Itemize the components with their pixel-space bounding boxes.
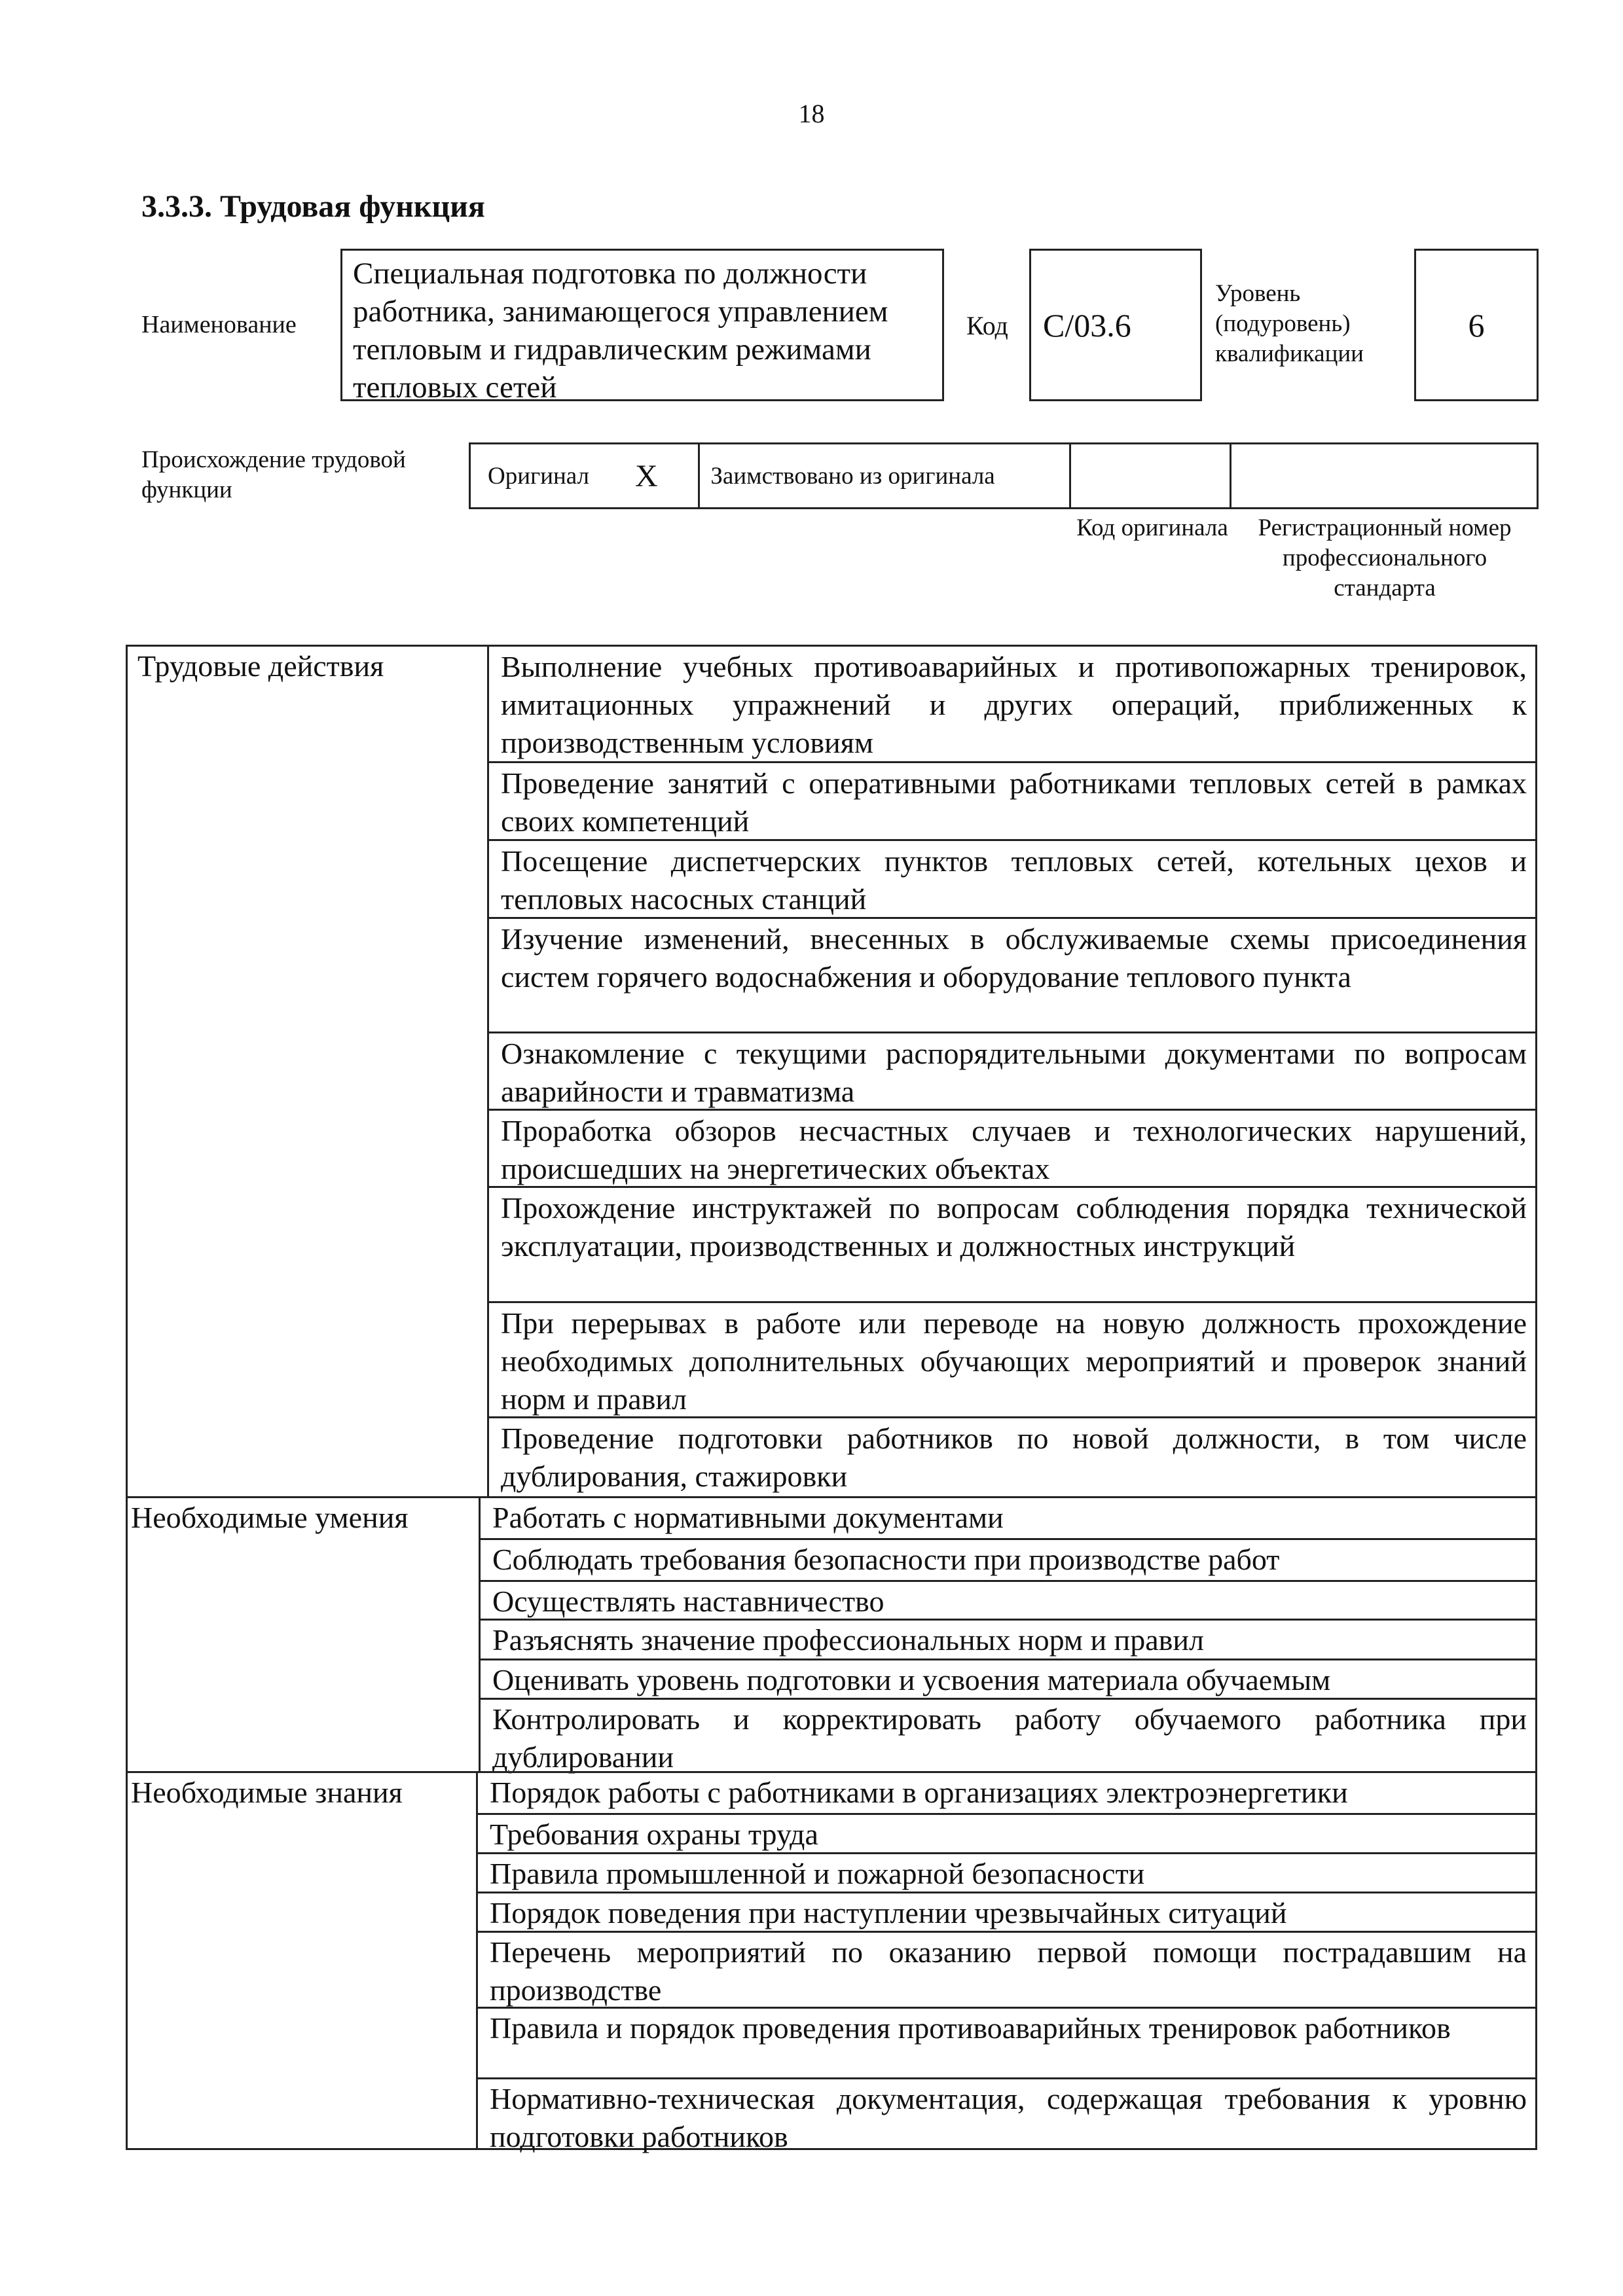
row-divider xyxy=(481,1619,1537,1621)
knowledge-item: Порядок работы с работниками в организациях электроэнергетики xyxy=(490,1776,1348,1809)
row-divider xyxy=(489,1109,1537,1111)
row-divider xyxy=(481,1538,1537,1540)
section-divider xyxy=(126,1496,1537,1498)
work-action-item: Проработка обзоров несчастных случаев и технологических нарушений, происшедших на энергетических объектах xyxy=(501,1114,1527,1185)
row-divider xyxy=(481,1659,1537,1660)
skill-item: Оценивать уровень подготовки и усвоения материала обучаемым xyxy=(492,1663,1331,1696)
origin-original-label: Оригинал xyxy=(488,462,590,490)
row-divider xyxy=(478,1852,1537,1854)
row-divider xyxy=(481,1698,1537,1700)
knowledge-item: Перечень мероприятий по оказанию первой помощи пострадавшим на производстве xyxy=(490,1935,1527,2007)
code-original-caption: Код оригинала xyxy=(1076,514,1228,541)
work-action-item: Посещение диспетчерских пунктов тепловых сетей, котельных цехов и тепловых насосных станций xyxy=(501,844,1527,916)
work-action-item: Проведение занятий с оперативными работниками тепловых сетей в рамках своих компетенций xyxy=(501,766,1527,838)
work-action-item: Выполнение учебных противоаварийных и противопожарных тренировок, имитационных упражнений и других операций, приближенных к производственным условиям xyxy=(501,650,1527,759)
row-divider xyxy=(489,917,1537,919)
row-divider xyxy=(478,1892,1537,1893)
origin-original-cell xyxy=(471,444,700,507)
knowledge-item: Нормативно-техническая документация, содержащая требования к уровню подготовки работников xyxy=(490,2082,1527,2153)
qualification-level-label: Уровень (подуровень) квалификации xyxy=(1215,280,1364,367)
skill-item: Контролировать и корректировать работу обучаемого работника при дублировании xyxy=(492,1702,1527,1774)
reg-number-caption: Регистрационный номер профессионального стандарта xyxy=(1258,514,1512,601)
knowledge-item: Порядок поведения при наступлении чрезвычайных ситуаций xyxy=(490,1896,1287,1929)
row-divider xyxy=(489,839,1537,841)
row-divider xyxy=(481,1580,1537,1582)
origin-label: Происхождение трудовой функции xyxy=(141,446,406,503)
skill-item: Осуществлять наставничество xyxy=(492,1585,884,1618)
knowledge-item: Правила промышленной и пожарной безопасности xyxy=(490,1857,1145,1890)
skill-item: Соблюдать требования безопасности при производстве работ xyxy=(492,1543,1280,1576)
qualification-level-box: 6 xyxy=(1414,249,1539,401)
knowledge-item: Требования охраны труда xyxy=(490,1818,818,1851)
section-title: 3.3.3. Трудовая функция xyxy=(141,189,485,224)
row-divider xyxy=(489,1031,1537,1033)
knowledge-item: Правила и порядок проведения противоаварийных тренировок работников xyxy=(490,2011,1451,2045)
work-action-item: Изучение изменений, внесенных в обслуживаемые схемы присоединения систем горячего водоснабжения и оборудование теплового пункта xyxy=(501,922,1527,994)
row-divider xyxy=(478,1813,1537,1815)
row-divider xyxy=(489,1186,1537,1188)
section-label-skills: Необходимые умения xyxy=(131,1501,409,1534)
origin-reg-number-cell xyxy=(1231,444,1537,507)
skill-item: Работать с нормативными документами xyxy=(492,1501,1004,1534)
work-action-item: Проведение подготовки работников по новой должности, в том числе дублирования, стажировки xyxy=(501,1422,1527,1493)
origin-code-cell xyxy=(1071,444,1231,507)
row-divider xyxy=(489,1416,1537,1418)
row-divider xyxy=(478,1931,1537,1933)
code-value-box: C/03.6 xyxy=(1029,249,1202,401)
work-action-item: Ознакомление с текущими распорядительными документами по вопросам аварийности и травматизма xyxy=(501,1037,1527,1108)
work-action-item: Прохождение инструктажей по вопросам соблюдения порядка технической эксплуатации, производственных и должностных инструкций xyxy=(501,1191,1527,1263)
code-label: Код xyxy=(966,311,1008,340)
page-number: 18 xyxy=(798,99,825,128)
row-divider xyxy=(489,1301,1537,1303)
origin-original-mark: X xyxy=(635,458,658,493)
row-divider xyxy=(478,2007,1537,2009)
section-label-work-actions: Трудовые действия xyxy=(137,649,384,683)
skill-item: Разъяснять значение профессиональных норм и правил xyxy=(492,1623,1204,1657)
name-label: Наименование xyxy=(141,311,297,338)
origin-borrowed-label: Заимствовано из оригинала xyxy=(710,462,995,490)
section-divider xyxy=(126,1771,1537,1773)
row-divider xyxy=(489,761,1537,763)
origin-table xyxy=(469,442,1539,509)
section-label-knowledge: Необходимые знания xyxy=(131,1776,403,1809)
row-divider xyxy=(478,2077,1537,2079)
work-action-item: При перерывах в работе или переводе на новую должность прохождение необходимых дополнительных обучающих мероприятий и проверок знаний норм и правил xyxy=(501,1306,1527,1416)
origin-borrowed-cell xyxy=(700,444,1071,507)
function-name-box: Специальная подготовка по должности работника, занимающегося управлением тепловым и гидравлическим режимами тепловых сетей xyxy=(340,249,944,401)
